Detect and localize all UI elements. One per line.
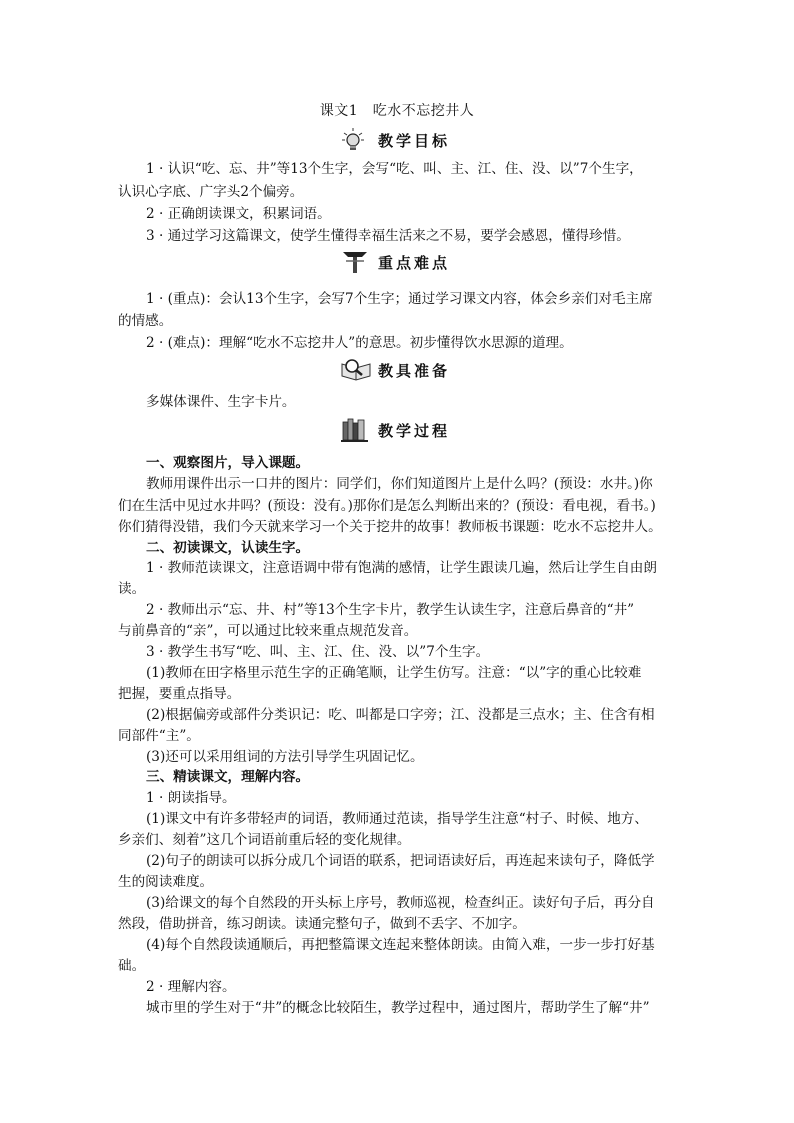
paragraph-line: 们在生活中见过水井吗？(预设：没有。)那你们是怎么判断出来的？(预设：看电视，看书。) [118, 498, 656, 514]
paragraph-line: 1 · 认识“吃、忘、井”等13个生字，会写“吃、叫、主、江、住、没、以”7个生字， [146, 161, 643, 177]
paragraph-line: (2)根据偏旁或部件分类识记：吃、叫都是口字旁；江、没都是三点水；主、住含有相 [146, 707, 655, 723]
paragraph-line: 同部件“主”。 [118, 728, 200, 744]
lesson-title: 课文1 吃水不忘挖井人 [319, 103, 475, 119]
paragraph-line: 3 · 通过学习这篇课文，使学生懂得幸福生活来之不易，要学会感恩，懂得珍惜。 [146, 228, 630, 244]
paragraph-line: 2 · (难点)：理解“吃水不忘挖井人”的意思。初步懂得饮水思源的道理。 [146, 335, 573, 351]
paragraph-line: 城市里的学生对于“井”的概念比较陌生，教学过程中，通过图片，帮助学生了解“井” [146, 1000, 650, 1016]
section-title: 教学过程 [378, 421, 451, 440]
paragraph-line: 1 · (重点)：会认13个生字，会写7个生字；通过学习课文内容，体会乡亲们对毛主席 [146, 291, 653, 307]
paragraph-line: 然段，借助拼音，练习朗读。读通完整句子，做到不丢字、不加字。 [118, 916, 526, 932]
pushpin-icon [340, 248, 374, 276]
paragraph-line: 的情感。 [118, 313, 173, 329]
paragraph-line: 教师用课件出示一口井的图片：同学们，你们知道图片上是什么吗？(预设：水井。)你 [146, 476, 653, 492]
paragraph-line: 读。 [118, 581, 146, 597]
step-heading: 二、初读课文，认读生字。 [146, 540, 310, 556]
paragraph-line: 2 · 理解内容。 [146, 979, 236, 995]
lightbulb-icon [340, 126, 374, 154]
section-banner-goals [340, 126, 450, 154]
paragraph-line: (3)还可以采用组词的方法引导学生巩固记忆。 [146, 749, 424, 765]
paragraph-line: 把握，要重点指导。 [118, 686, 241, 702]
paragraph-line: 与前鼻音的“亲”，可以通过比较来重点规范发音。 [118, 623, 418, 639]
section-banner-prep [340, 356, 450, 384]
books-icon [340, 416, 374, 444]
section-title: 教学目标 [378, 131, 451, 150]
section-banner-keys [340, 248, 450, 276]
section-title: 重点难点 [378, 253, 451, 272]
paragraph-line: (2)句子的朗读可以拆分成几个词语的联系，把词语读好后，再连起来读句子，降低学 [146, 853, 655, 869]
step-heading: 一、观察图片，导入课题。 [146, 455, 310, 471]
paragraph-line: (1)课文中有许多带轻声的词语，教师通过范读，指导学生注意“村子、时候、地方、 [146, 811, 648, 827]
section-banner-process [340, 416, 450, 444]
paragraph-line: 3 · 教学生书写“吃、叫、主、江、住、没、以”7个生字。 [146, 644, 490, 660]
step-heading: 三、精读课文，理解内容。 [146, 769, 310, 785]
paragraph-line: 2 · 正确朗读课文，积累词语。 [146, 206, 331, 222]
paragraph-line: 1 · 朗读指导。 [146, 790, 236, 806]
paragraph-line: (3)给课文的每个自然段的开头标上序号，教师巡视，检查纠正。读好句子后，再分自 [146, 895, 655, 911]
magnifier-book-icon [340, 356, 374, 384]
paragraph-line: (1)教师在田字格里示范生字的正确笔顺，让学生仿写。注意：“以”字的重心比较难 [146, 665, 642, 681]
paragraph-line: 础。 [118, 958, 146, 974]
paragraph-line: (4)每个自然段读通顺后，再把整篇课文连起来整体朗读。由简入难，一步一步打好基 [146, 937, 655, 953]
section-title: 教具准备 [378, 361, 451, 380]
paragraph-line: 乡亲们、刻着”这几个词语前重后轻的变化规律。 [118, 832, 411, 848]
paragraph-line: 2 · 教师出示“忘、井、村”等13个生字卡片，教学生认读生字，注意后鼻音的“井” [146, 602, 635, 618]
paragraph-line: 你们猜得没错，我们今天就来学习一个关于挖井的故事！教师板书课题：吃水不忘挖井人。 [118, 519, 662, 535]
paragraph-line: 多媒体课件、生字卡片。 [146, 394, 296, 410]
paragraph-line: 认识心字底、广字头2个偏旁。 [118, 184, 304, 200]
paragraph-line: 生的阅读难度。 [118, 874, 214, 890]
paragraph-line: 1 · 教师范读课文，注意语调中带有饱满的感情，让学生跟读几遍，然后让学生自由朗 [146, 560, 657, 576]
